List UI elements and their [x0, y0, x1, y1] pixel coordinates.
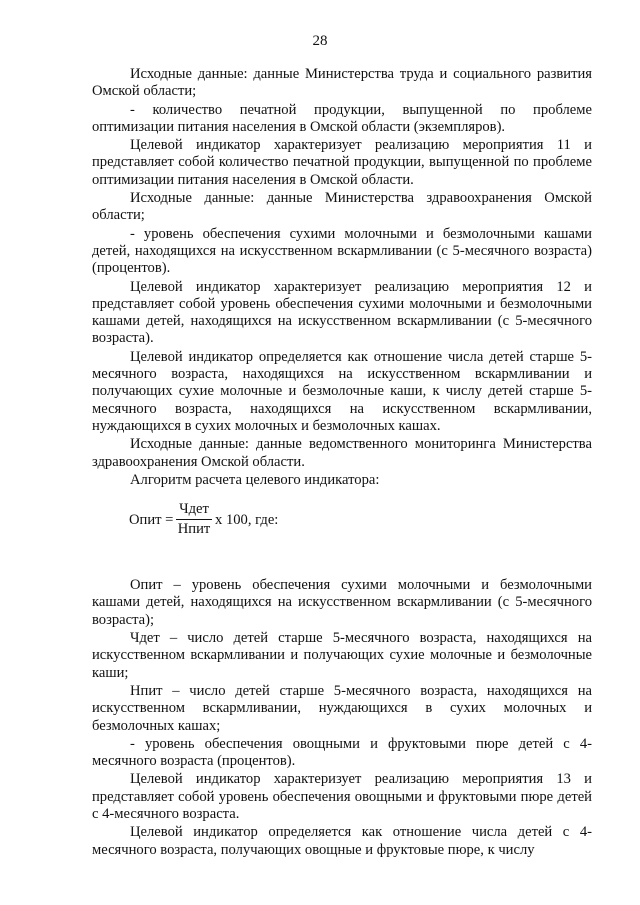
formula-lhs: Опит = — [129, 512, 174, 529]
paragraph-indicator-12: Целевой индикатор характеризует реализацию мероприятия 12 и представляет собой уровень обеспечения сухими молочными и безмолочными кашами детей, находящихся на искусственном вскармливании (с 5-месячного возраста). — [92, 278, 592, 347]
paragraph-source-monitoring: Исходные данные: данные ведомственного мониторинга Министерства здравоохранения Омской области. — [92, 436, 592, 470]
document-body — [92, 66, 592, 859]
paragraph-porridge-item: - уровень обеспечения сухими молочными и безмолочными кашами детей, находящихся на искусственном вскармливании (с 5-месячного возраста) (процентов). — [92, 225, 592, 277]
paragraph-source-health-ministry: Исходные данные: данные Министерства здравоохранения Омской области; — [92, 190, 592, 224]
formula-denominator: Нпит — [177, 521, 211, 538]
formula-fraction — [176, 501, 212, 538]
formula-numerator: Чдет — [179, 501, 209, 518]
paragraph-opit-definition: Опит – уровень обеспечения сухими молочными и безмолочными кашами детей, находящихся на искусственном вскармливании (с 5-месячного возраста); — [92, 577, 592, 628]
formula-fraction-bar — [176, 519, 212, 520]
paragraph-indicator-13: Целевой индикатор характеризует реализацию мероприятия 13 и представляет собой уровень обеспечения овощными и фруктовыми пюре детей с 4-месячного возраста. — [92, 771, 592, 822]
paragraph-printed-materials-item: - количество печатной продукции, выпущенной по проблеме оптимизации питания населения в Омской области (экземпляров). — [92, 101, 592, 135]
paragraph-indicator-11: Целевой индикатор характеризует реализацию мероприятия 11 и представляет собой количество печатной продукции, выпущенной по проблеме оптимизации питания населения в Омской области. — [92, 137, 592, 188]
spacer — [92, 559, 592, 577]
paragraph-indicator-12-definition: Целевой индикатор определяется как отношение числа детей старше 5-месячного возраста, находящихся на искусственном вскармливании и получающих сухие молочные и безмолочные каши, к числу детей старше 5-месячного возраста, находящихся на искусственном вскармливании, нуждающихся в сухих молочных и безмолочных кашах. — [92, 348, 592, 434]
formula-rhs: x 100, где: — [215, 512, 279, 529]
page-number: 28 — [312, 33, 328, 49]
paragraph-source-labor-ministry: Исходные данные: данные Министерства труда и социального развития Омской области; — [92, 66, 592, 100]
paragraph-algorithm-heading: Алгоритм расчета целевого индикатора: — [130, 471, 380, 488]
formula — [92, 489, 592, 559]
paragraph-chdet-definition: Чдет – число детей старше 5-месячного возраста, находящихся на искусственном вскармливании и получающих сухие молочные и безмолочные каши; — [92, 630, 592, 681]
paragraph-indicator-13-definition: Целевой индикатор определяется как отношение числа детей с 4-месячного возраста, получающих овощные и фруктовые пюре, к числу — [92, 824, 592, 858]
paragraph-puree-item: - уровень обеспечения овощными и фруктовыми пюре детей с 4-месячного возраста (процентов). — [92, 735, 592, 770]
paragraph-npit-definition: Нпит – число детей старше 5-месячного возраста, находящихся на искусственном вскармливании, нуждающихся в сухих молочных и безмолочных кашах; — [92, 682, 592, 734]
